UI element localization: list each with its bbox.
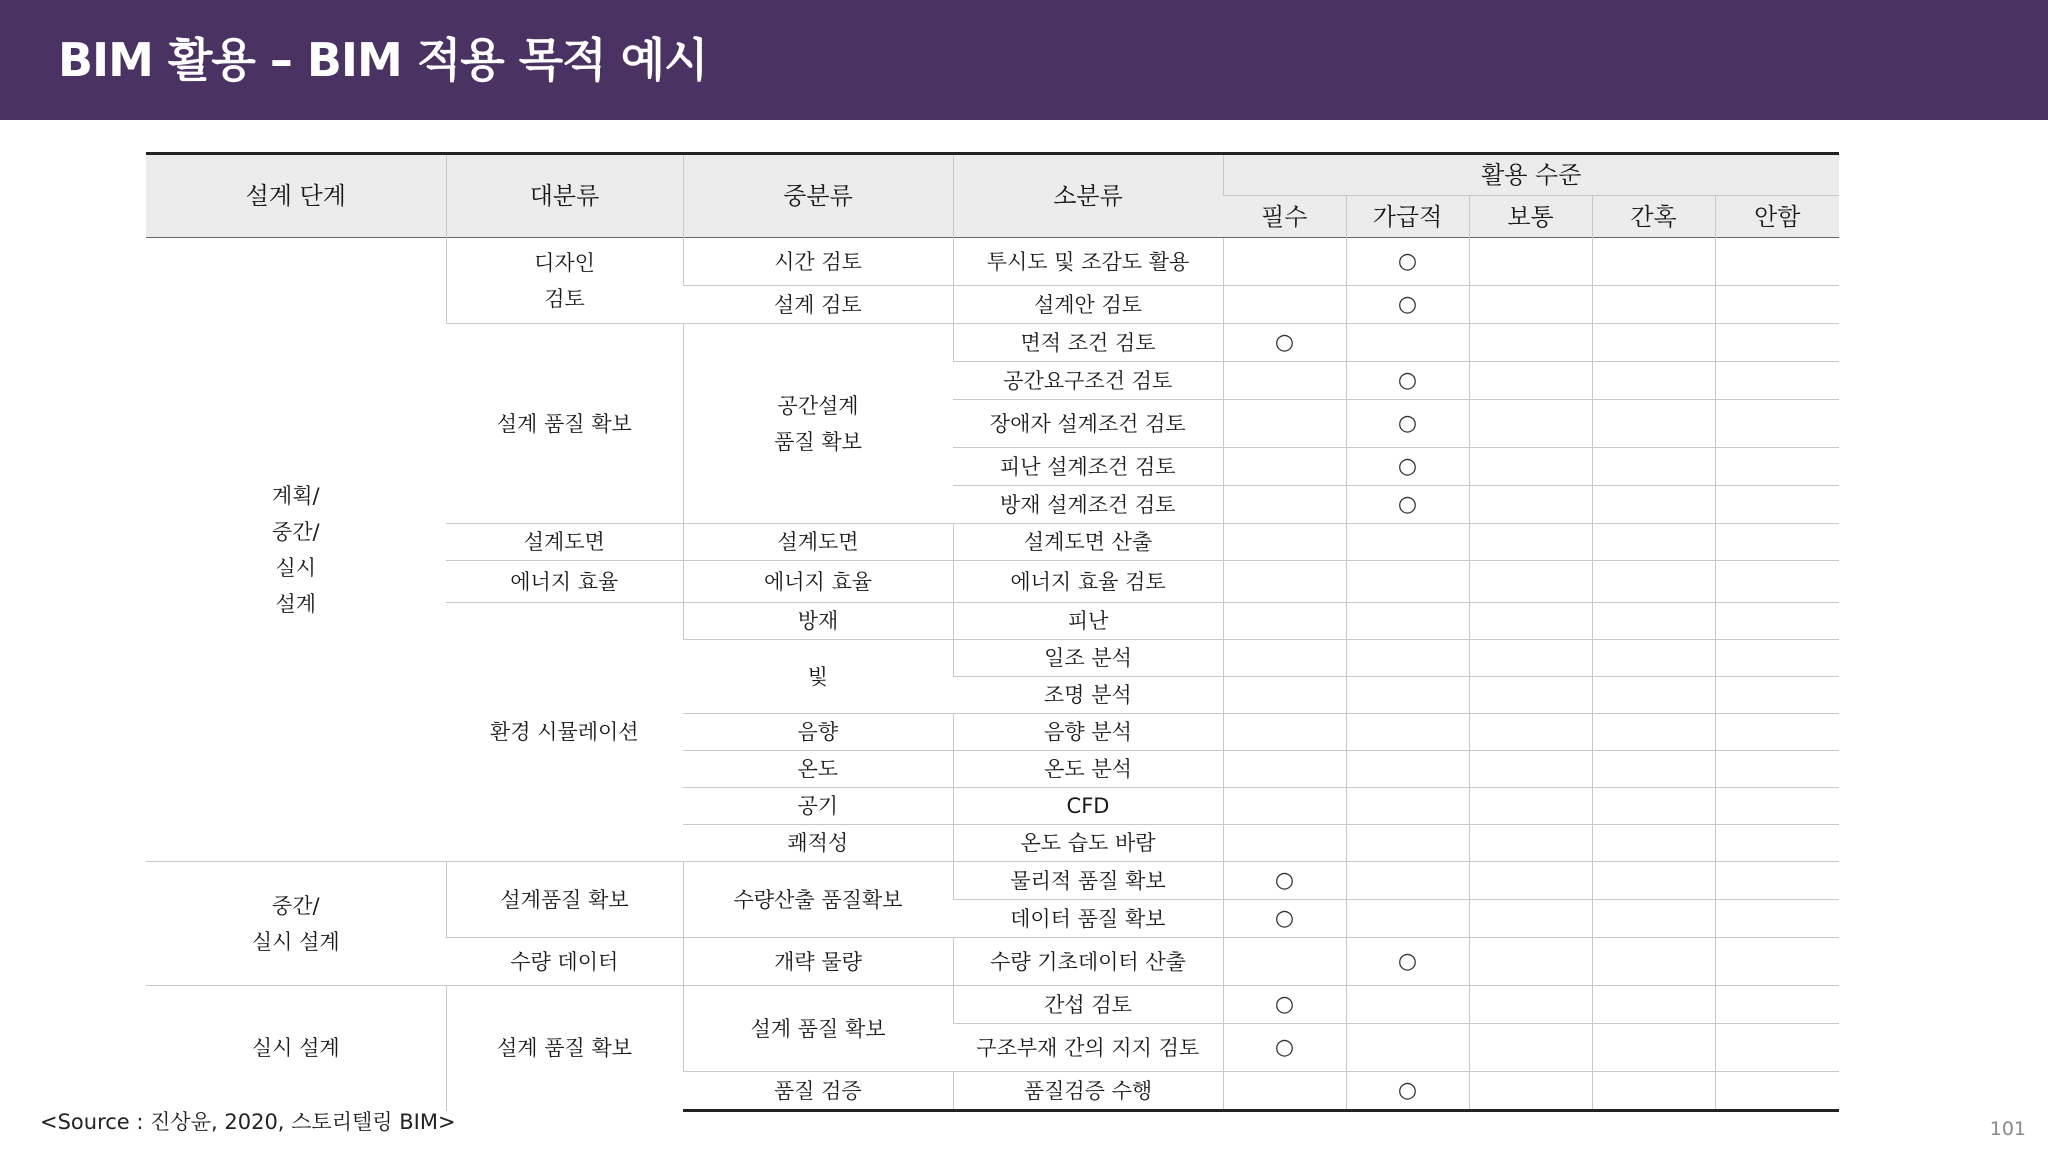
minor-category-cell: 설계안 검토 — [953, 286, 1223, 324]
usage-level-cell — [1592, 751, 1715, 788]
usage-level-cell — [1469, 524, 1592, 561]
usage-level-cell — [1592, 900, 1715, 938]
usage-level-cell — [1592, 640, 1715, 677]
usage-level-cell — [1223, 938, 1346, 986]
usage-level-cell — [1469, 486, 1592, 524]
usage-level-cell — [1592, 677, 1715, 714]
table-body — [146, 238, 1839, 1111]
major-category-cell: 수량 데이터 — [446, 938, 683, 986]
usage-level-cell — [1223, 751, 1346, 788]
table-row — [146, 986, 1839, 1024]
usage-level-cell — [1469, 448, 1592, 486]
usage-level-cell — [1469, 1072, 1592, 1111]
header-level: 활용 수준 — [1223, 154, 1839, 196]
usage-level-cell — [1592, 986, 1715, 1024]
page-number: 101 — [1989, 1118, 2026, 1140]
middle-category-cell: 설계 검토 — [683, 286, 953, 324]
middle-category-cell: 에너지 효율 — [683, 561, 953, 603]
usage-level-cell — [1346, 486, 1469, 524]
stage-cell: 실시 설계 — [146, 986, 446, 1111]
minor-category-cell: 데이터 품질 확보 — [953, 900, 1223, 938]
usage-level-cell — [1715, 714, 1839, 751]
usage-level-cell — [1346, 640, 1469, 677]
usage-level-cell — [1592, 862, 1715, 900]
usage-level-cell — [1592, 714, 1715, 751]
major-category-cell: 설계 품질 확보 — [446, 324, 683, 524]
usage-level-cell — [1223, 561, 1346, 603]
minor-category-cell: 품질검증 수행 — [953, 1072, 1223, 1111]
minor-category-cell: 피난 — [953, 603, 1223, 640]
middle-category-cell: 공기 — [683, 788, 953, 825]
circle-mark-icon: ○ — [1397, 292, 1418, 317]
usage-level-cell — [1346, 238, 1469, 286]
usage-level-cell — [1469, 677, 1592, 714]
minor-category-cell: 장애자 설계조건 검토 — [953, 400, 1223, 448]
minor-category-cell: 공간요구조건 검토 — [953, 362, 1223, 400]
usage-level-cell — [1346, 677, 1469, 714]
usage-level-cell — [1346, 986, 1469, 1024]
usage-level-cell — [1715, 362, 1839, 400]
header-stage: 설계 단계 — [146, 154, 446, 238]
usage-level-cell — [1469, 900, 1592, 938]
usage-level-cell — [1715, 938, 1839, 986]
bim-purpose-table — [146, 152, 1839, 1112]
source-note: <Source : 진상윤, 2020, 스토리텔링 BIM> — [40, 1110, 456, 1134]
minor-category-cell: 조명 분석 — [953, 677, 1223, 714]
usage-level-cell — [1592, 524, 1715, 561]
usage-level-cell — [1223, 677, 1346, 714]
circle-mark-icon: ○ — [1397, 949, 1418, 974]
middle-category-cell: 방재 — [683, 603, 953, 640]
usage-level-cell — [1469, 986, 1592, 1024]
usage-level-cell — [1346, 524, 1469, 561]
middle-category-cell: 품질 검증 — [683, 1072, 953, 1111]
circle-mark-icon: ○ — [1274, 868, 1295, 893]
major-category-cell: 설계도면 — [446, 524, 683, 561]
circle-mark-icon: ○ — [1397, 411, 1418, 436]
usage-level-cell — [1346, 324, 1469, 362]
header-level-never: 안함 — [1715, 196, 1839, 238]
usage-level-cell — [1715, 524, 1839, 561]
major-category-cell: 설계 품질 확보 — [446, 986, 683, 1111]
usage-level-cell — [1592, 603, 1715, 640]
usage-level-cell — [1223, 825, 1346, 862]
circle-mark-icon: ○ — [1397, 249, 1418, 274]
table-row — [146, 862, 1839, 900]
usage-level-cell — [1469, 400, 1592, 448]
minor-category-cell: 투시도 및 조감도 활용 — [953, 238, 1223, 286]
usage-level-cell — [1469, 788, 1592, 825]
usage-level-cell — [1223, 1024, 1346, 1072]
major-category-cell: 에너지 효율 — [446, 561, 683, 603]
circle-mark-icon: ○ — [1397, 492, 1418, 517]
header-middle: 중분류 — [683, 154, 953, 238]
middle-category-cell: 설계도면 — [683, 524, 953, 561]
middle-category-cell: 공간설계 품질 확보 — [683, 324, 953, 524]
usage-level-cell — [1346, 714, 1469, 751]
usage-level-cell — [1346, 362, 1469, 400]
usage-level-cell — [1223, 448, 1346, 486]
usage-level-cell — [1715, 1072, 1839, 1111]
middle-category-cell: 빛 — [683, 640, 953, 714]
middle-category-cell: 수량산출 품질확보 — [683, 862, 953, 938]
major-category-cell: 환경 시뮬레이션 — [446, 603, 683, 862]
minor-category-cell: 온도 분석 — [953, 751, 1223, 788]
minor-category-cell: 음향 분석 — [953, 714, 1223, 751]
minor-category-cell: 설계도면 산출 — [953, 524, 1223, 561]
usage-level-cell — [1715, 400, 1839, 448]
minor-category-cell: 에너지 효율 검토 — [953, 561, 1223, 603]
usage-level-cell — [1592, 324, 1715, 362]
usage-level-cell — [1346, 900, 1469, 938]
middle-category-cell: 음향 — [683, 714, 953, 751]
usage-level-cell — [1715, 324, 1839, 362]
circle-mark-icon: ○ — [1397, 1078, 1418, 1103]
usage-level-cell — [1469, 751, 1592, 788]
usage-level-cell — [1715, 788, 1839, 825]
usage-level-cell — [1715, 561, 1839, 603]
minor-category-cell: 방재 설계조건 검토 — [953, 486, 1223, 524]
usage-level-cell — [1223, 640, 1346, 677]
usage-level-cell — [1469, 714, 1592, 751]
minor-category-cell: 피난 설계조건 검토 — [953, 448, 1223, 486]
usage-level-cell — [1592, 938, 1715, 986]
usage-level-cell — [1715, 751, 1839, 788]
major-category-cell: 디자인 검토 — [446, 238, 683, 324]
usage-level-cell — [1715, 640, 1839, 677]
header-level-preferably: 가급적 — [1346, 196, 1469, 238]
bim-purpose-table-container — [146, 152, 1839, 1112]
table-row — [146, 238, 1839, 286]
header-level-occasionally: 간혹 — [1592, 196, 1715, 238]
usage-level-cell — [1592, 448, 1715, 486]
usage-level-cell — [1346, 286, 1469, 324]
usage-level-cell — [1469, 825, 1592, 862]
usage-level-cell — [1592, 788, 1715, 825]
usage-level-cell — [1346, 1024, 1469, 1072]
minor-category-cell: 일조 분석 — [953, 640, 1223, 677]
usage-level-cell — [1715, 825, 1839, 862]
minor-category-cell: 구조부재 간의 지지 검토 — [953, 1024, 1223, 1072]
usage-level-cell — [1715, 603, 1839, 640]
usage-level-cell — [1469, 362, 1592, 400]
usage-level-cell — [1346, 1072, 1469, 1111]
header-minor: 소분류 — [953, 154, 1223, 238]
usage-level-cell — [1715, 1024, 1839, 1072]
circle-mark-icon: ○ — [1274, 906, 1295, 931]
usage-level-cell — [1223, 862, 1346, 900]
header-level-normal: 보통 — [1469, 196, 1592, 238]
circle-mark-icon: ○ — [1274, 992, 1295, 1017]
usage-level-cell — [1592, 238, 1715, 286]
circle-mark-icon: ○ — [1274, 330, 1295, 355]
header-level-required: 필수 — [1223, 196, 1346, 238]
usage-level-cell — [1592, 825, 1715, 862]
header-major: 대분류 — [446, 154, 683, 238]
usage-level-cell — [1469, 324, 1592, 362]
minor-category-cell: 온도 습도 바람 — [953, 825, 1223, 862]
usage-level-cell — [1223, 714, 1346, 751]
usage-level-cell — [1469, 603, 1592, 640]
usage-level-cell — [1223, 788, 1346, 825]
page-title: BIM 활용 – BIM 적용 목적 예시 — [58, 33, 708, 87]
usage-level-cell — [1223, 524, 1346, 561]
usage-level-cell — [1346, 448, 1469, 486]
usage-level-cell — [1592, 362, 1715, 400]
middle-category-cell: 온도 — [683, 751, 953, 788]
usage-level-cell — [1592, 486, 1715, 524]
usage-level-cell — [1223, 324, 1346, 362]
circle-mark-icon: ○ — [1274, 1035, 1295, 1060]
minor-category-cell: 물리적 품질 확보 — [953, 862, 1223, 900]
minor-category-cell: 간섭 검토 — [953, 986, 1223, 1024]
middle-category-cell: 개략 물량 — [683, 938, 953, 986]
usage-level-cell — [1469, 1024, 1592, 1072]
usage-level-cell — [1346, 561, 1469, 603]
usage-level-cell — [1469, 640, 1592, 677]
usage-level-cell — [1223, 238, 1346, 286]
usage-level-cell — [1346, 400, 1469, 448]
usage-level-cell — [1592, 561, 1715, 603]
usage-level-cell — [1223, 286, 1346, 324]
usage-level-cell — [1346, 603, 1469, 640]
usage-level-cell — [1469, 286, 1592, 324]
usage-level-cell — [1592, 1024, 1715, 1072]
minor-category-cell: 면적 조건 검토 — [953, 324, 1223, 362]
usage-level-cell — [1469, 862, 1592, 900]
middle-category-cell: 설계 품질 확보 — [683, 986, 953, 1072]
middle-category-cell: 쾌적성 — [683, 825, 953, 862]
minor-category-cell: CFD — [953, 788, 1223, 825]
middle-category-cell: 시간 검토 — [683, 238, 953, 286]
usage-level-cell — [1346, 825, 1469, 862]
minor-category-cell: 수량 기초데이터 산출 — [953, 938, 1223, 986]
usage-level-cell — [1223, 603, 1346, 640]
stage-cell: 중간/ 실시 설계 — [146, 862, 446, 986]
usage-level-cell — [1469, 938, 1592, 986]
usage-level-cell — [1346, 788, 1469, 825]
usage-level-cell — [1715, 986, 1839, 1024]
usage-level-cell — [1469, 561, 1592, 603]
circle-mark-icon: ○ — [1397, 454, 1418, 479]
usage-level-cell — [1223, 986, 1346, 1024]
usage-level-cell — [1223, 900, 1346, 938]
usage-level-cell — [1346, 751, 1469, 788]
usage-level-cell — [1592, 1072, 1715, 1111]
usage-level-cell — [1346, 938, 1469, 986]
usage-level-cell — [1223, 486, 1346, 524]
usage-level-cell — [1715, 448, 1839, 486]
usage-level-cell — [1715, 677, 1839, 714]
usage-level-cell — [1592, 286, 1715, 324]
usage-level-cell — [1223, 1072, 1346, 1111]
usage-level-cell — [1223, 400, 1346, 448]
usage-level-cell — [1592, 400, 1715, 448]
usage-level-cell — [1223, 362, 1346, 400]
usage-level-cell — [1715, 900, 1839, 938]
stage-cell: 계획/ 중간/ 실시 설계 — [146, 238, 446, 862]
usage-level-cell — [1715, 238, 1839, 286]
usage-level-cell — [1715, 486, 1839, 524]
usage-level-cell — [1715, 862, 1839, 900]
circle-mark-icon: ○ — [1397, 368, 1418, 393]
usage-level-cell — [1346, 862, 1469, 900]
usage-level-cell — [1715, 286, 1839, 324]
usage-level-cell — [1469, 238, 1592, 286]
major-category-cell: 설계품질 확보 — [446, 862, 683, 938]
